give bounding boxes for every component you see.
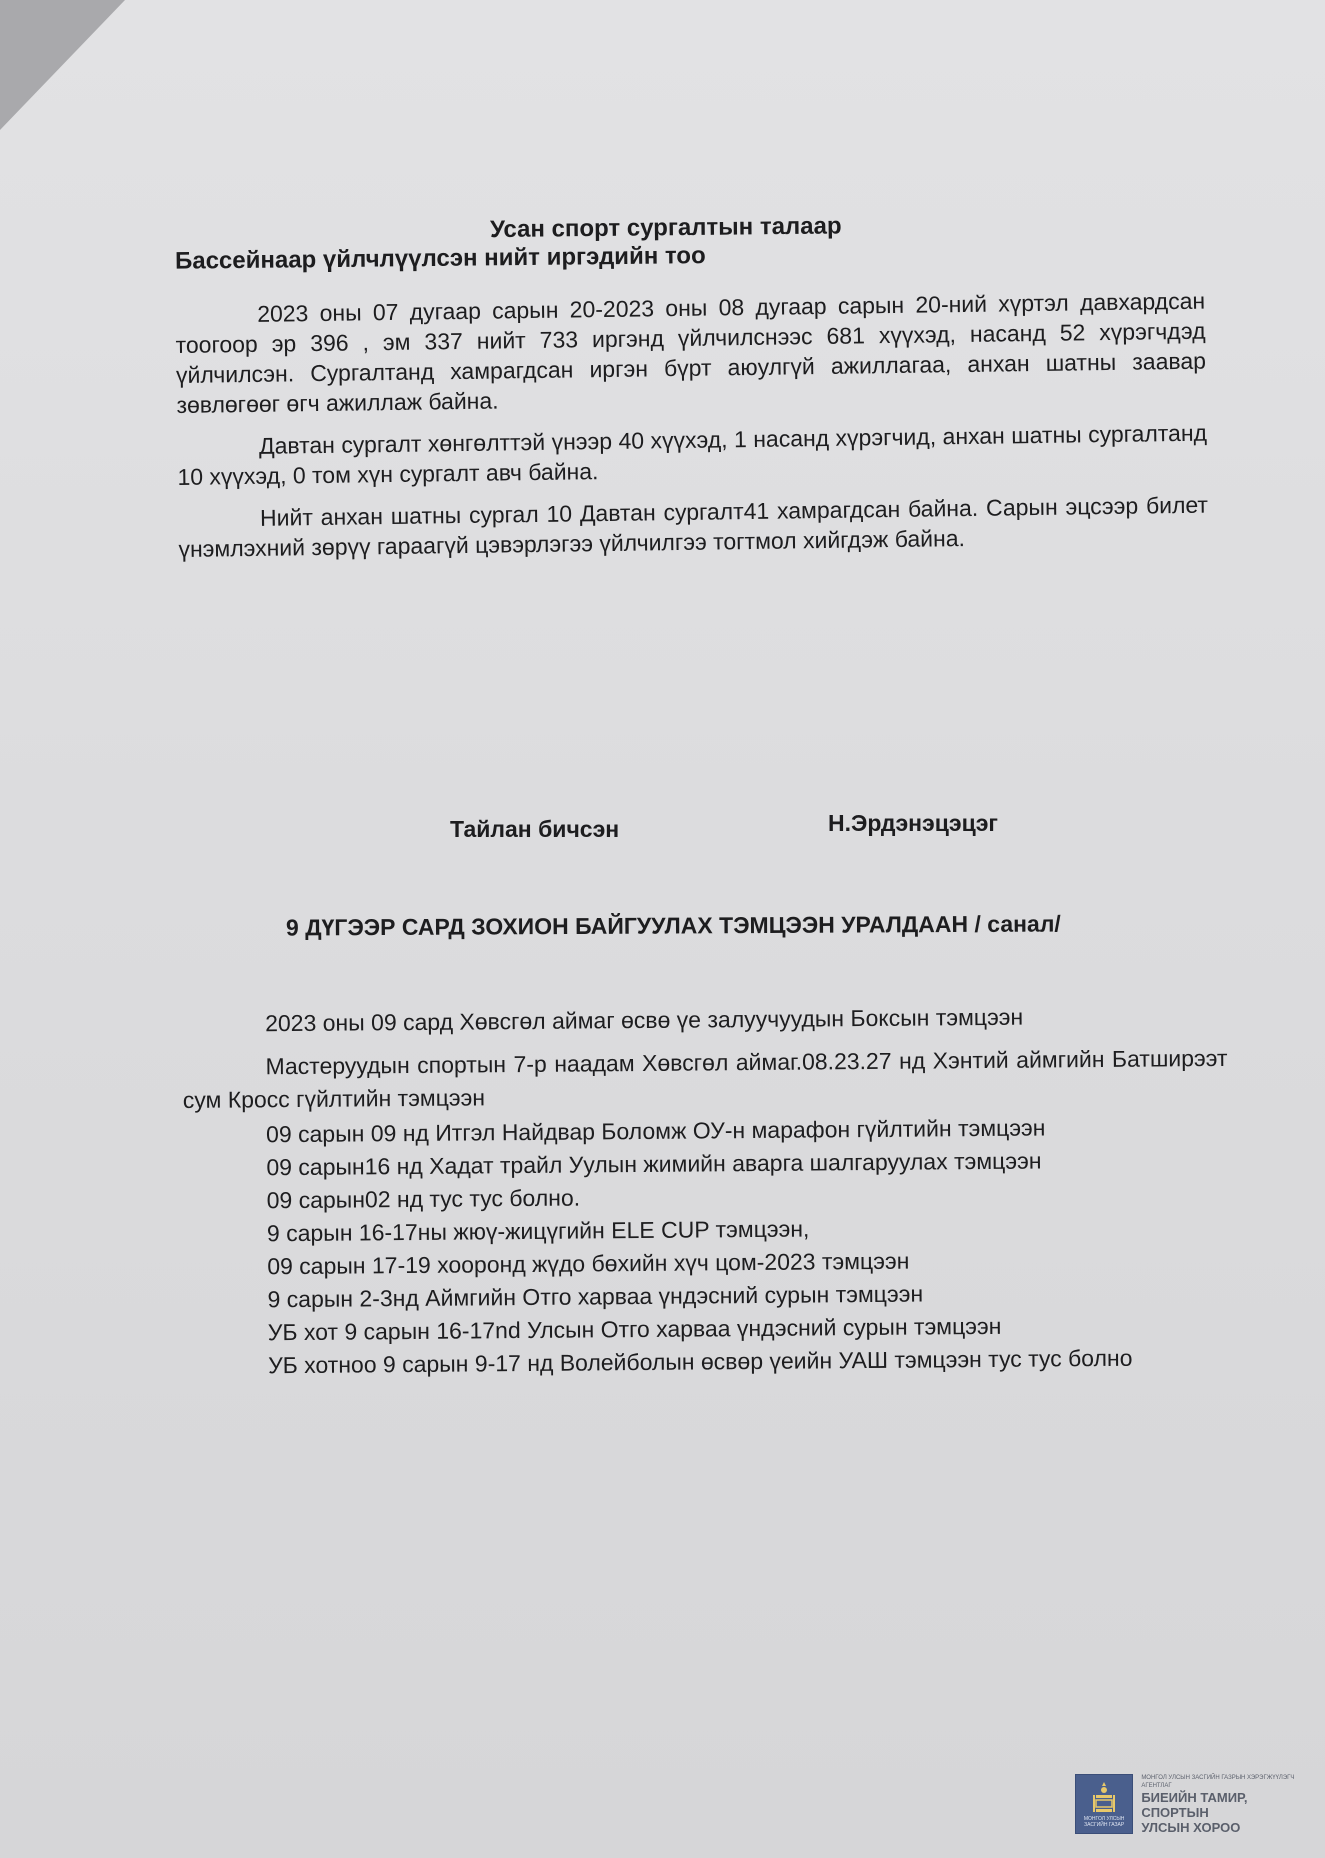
list-item: 9 сарын 16-17ны жюү-жицүгийн ELE CUP тэмцээн, [266,1215,810,1247]
emblem-caption: МОНГОЛ УЛСЫН ЗАСГИЙН ГАЗАР [1083,1816,1125,1828]
events-list [182,999,1230,1383]
list-item: 2023 оны 09 сард Хөвсгөл аймаг өсвө үе залуучуудын Боксын тэмцээн [265,1003,1024,1037]
paragraph: Нийт анхан шатны сургал 10 Давтан сургалт41 хамрагдсан байна. Сарын эцсээр билет үнэмлэхний зөрүү гараагүй цэвэрлэгээ үйлчилгээ тогтмол хийгдэж байна. [178,491,1209,562]
document-subtitle: Бассейнаар үйлчлүүлсэн нийт иргэдийн тоо [174,242,706,275]
agency-logo [1075,1773,1315,1835]
list-item: Мастеруудын спортын 7-р наадам Хөвсгөл аймаг.08.23.27 нд Хэнтий аймгийн Батширээт сум Кросс гүйлтийн тэмцээн [182,1044,1228,1113]
list-item: 9 сарын 2-3нд Аймгийн Отго харваа үндэсний сурын тэмцээн [267,1280,924,1313]
report-body [175,286,1209,576]
logo-small-text: МОНГОЛ УЛСЫН ЗАСГИЙН ГАЗРЫН ХЭРЭГЖҮҮЛЭГЧ АГЕНТЛАГ [1141,1774,1295,1789]
emblem-icon [1075,1774,1133,1834]
paragraph: 2023 оны 07 дугаар сарын 20-2023 оны 08 дугаар сарын 20-ний хүртэл давхардсан тоогоор эр 396 , эм 337 нийт 733 иргэнд үйлчилснээс 681 хүүхэд, насанд 52 хүрэгчдэд үйлчилсэн. Сургалтанд хамрагдсан иргэн бүрт аюулгүй ажиллагаа, анхан шатны заавар зөвлөгөөг өгч ажиллаж байна. [175,287,1207,418]
list-item: 09 сарын02 нд тус тус болно. [266,1184,581,1214]
logo-name-line1: БИЕИЙН ТАМИР, СПОРТЫН [1141,1789,1248,1820]
list-item: УБ хот 9 сарын 16-17nd Улсын Отго харваа үндэсний сурын тэмцээн [267,1312,1002,1346]
paragraph: Давтан сургалт хөнгөлттэй үнээр 40 хүүхэд, 1 насанд хүрэгчид, анхан шатны сургалтанд 10 хүүхэд, 0 том хүн сургалт авч байна. [177,419,1208,490]
document-title: Усан спорт сургалтын талаар [489,212,842,244]
section-heading: 9 ДҮГЭЭР САРД ЗОХИОН БАЙГУУЛАХ ТЭМЦЭЭН УРАЛДААН / санал/ [285,910,1061,941]
list-item: 09 сарын 09 нд Итгэл Найдвар Боломж ОУ-н марафон гүйлтийн тэмцээн [265,1114,1046,1148]
soyombo-icon [1091,1780,1117,1814]
logo-text [1141,1774,1315,1835]
list-item: УБ хотноо 9 сарын 9-17 нд Волейболын өсвөр үеийн УАШ тэмцээн тус тус болно [268,1344,1133,1379]
list-item: 09 сарын 17-19 хооронд жүдо бөхийн хүч цом-2023 тэмцээн [267,1247,910,1280]
logo-name-line2: УЛСЫН ХОРОО [1141,1819,1241,1835]
signature-name: Н.Эрдэнэцэцэг [828,810,998,836]
list-item: 09 сарын16 нд Хадат трайл Уулын жимийн аварга шалгаруулах тэмцээн [266,1147,1042,1181]
signature-label: Тайлан бичсэн [450,816,620,842]
